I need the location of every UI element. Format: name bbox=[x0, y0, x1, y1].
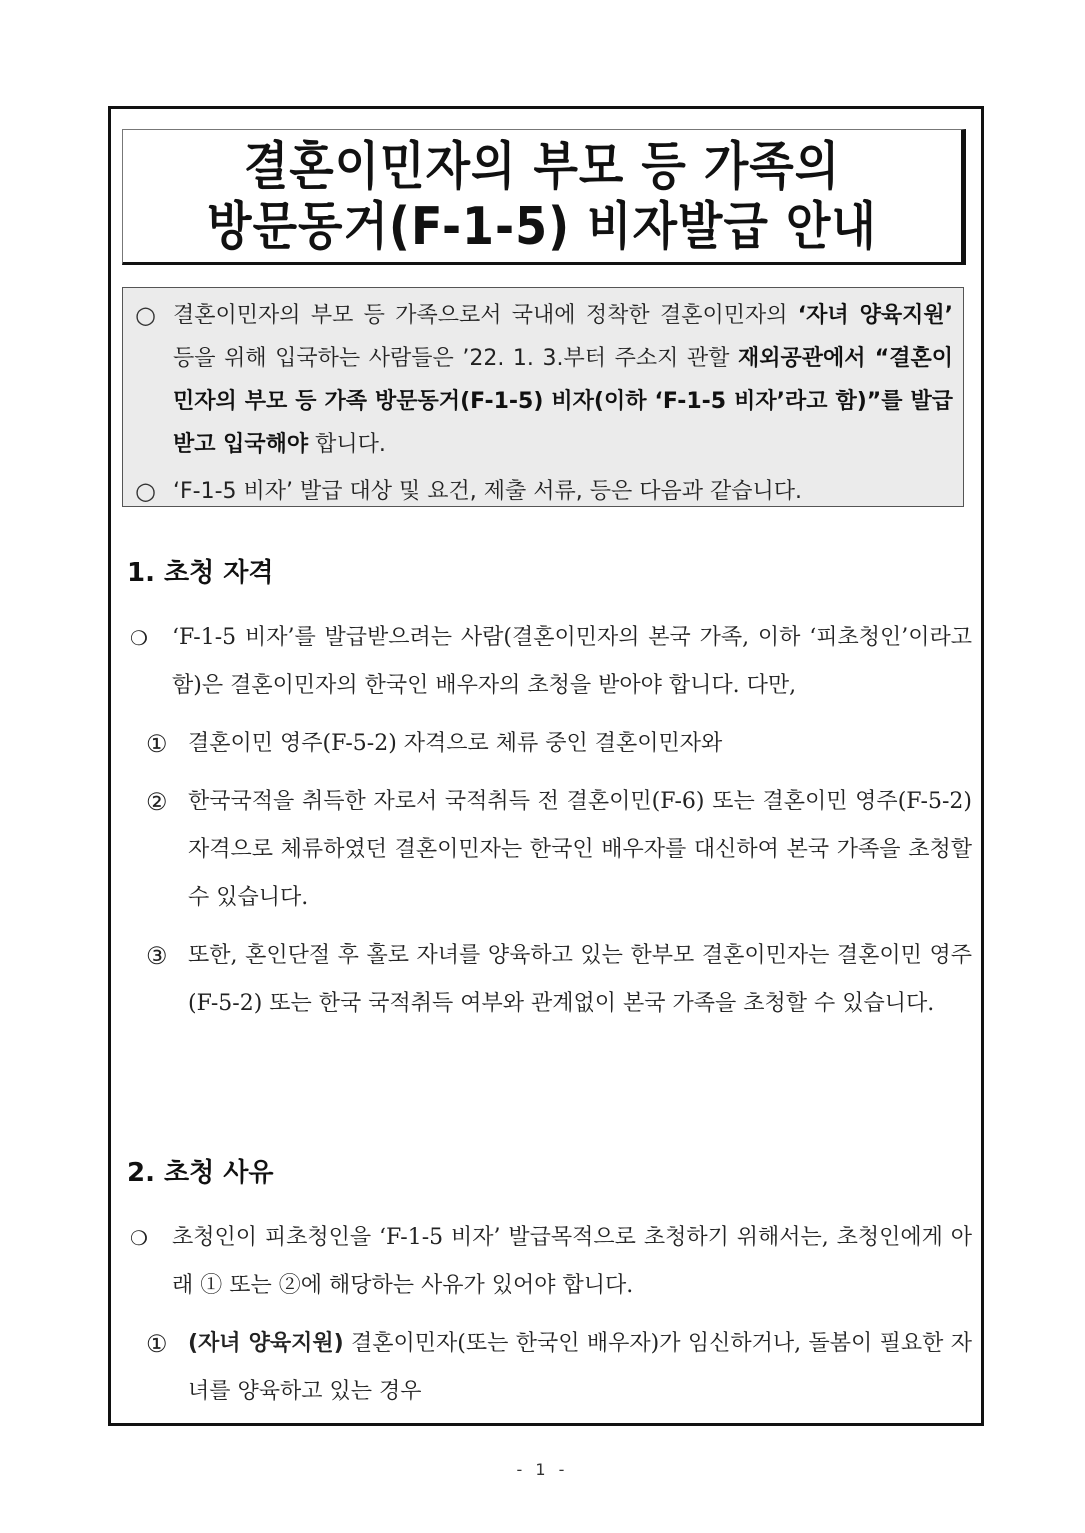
summary-item bbox=[135, 294, 953, 466]
hollow-circle-bullet-icon: ❍ bbox=[130, 626, 148, 650]
sub-item-label: (자녀 양육지원) bbox=[188, 1331, 344, 1356]
paragraph-text: 초청인이 피초청인을 ‘F-1-5 비자’ 발급목적으로 초청하기 위해서는, 초청인에게 아래 ① 또는 ②에 해당하는 사유가 있어야 합니다. bbox=[172, 1225, 972, 1298]
circled-number-1: ① bbox=[146, 1330, 168, 1358]
summary-text-part: 결혼이민자의 부모 등 가족으로서 국내에 정착한 결혼이민자의 bbox=[173, 303, 798, 328]
sub-item-3 bbox=[146, 932, 972, 1028]
sub-item-text bbox=[188, 1320, 972, 1416]
summary-item bbox=[135, 470, 953, 513]
circled-number-3: ③ bbox=[146, 942, 168, 970]
summary-text: ‘F-1-5 비자’ 발급 대상 및 요건, 제출 서류, 등은 다음과 같습니다. bbox=[173, 479, 802, 504]
title-line-2: 방문동거(F-1-5) 비자발급 안내 bbox=[207, 195, 877, 257]
sub-item-text: 또한, 혼인단절 후 홀로 자녀를 양육하고 있는 한부모 결혼이민자는 결혼이민 영주(F-5-2) 또는 한국 국적취득 여부와 관계없이 본국 가족을 초청할 수 있습니다. bbox=[188, 943, 972, 1016]
sub-item-text: 한국국적을 취득한 자로서 국적취득 전 결혼이민(F-6) 또는 결혼이민 영주(F-5-2) 자격으로 체류하였던 결혼이민자는 한국인 배우자를 대신하여 본국 가족을 초청할 수 있습니다. bbox=[188, 789, 972, 910]
section-2-body bbox=[130, 1214, 972, 1416]
section-paragraph bbox=[130, 1214, 972, 1310]
summary-text-part: 등을 위해 입국하는 사람들은 ’22. 1. 3.부터 주소지 관할 bbox=[173, 346, 739, 371]
sub-item-1 bbox=[146, 1320, 972, 1416]
sub-item-body: 결혼이민자(또는 한국인 배우자)가 임신하거나, 돌봄이 필요한 자녀를 양육하고 있는 경우 bbox=[188, 1331, 973, 1404]
summary-box bbox=[122, 287, 964, 507]
summary-text bbox=[173, 294, 953, 466]
page-number: - 1 - bbox=[516, 1460, 569, 1479]
title-box bbox=[122, 129, 966, 265]
title-line-1: 결혼이민자의 부모 등 가족의 bbox=[243, 135, 841, 197]
circle-bullet-icon: ○ bbox=[135, 477, 156, 505]
section-1-body bbox=[130, 614, 972, 1028]
summary-text-bold: 재외공관에서 “결혼이민자의 부모 등 가족 방문동거(F-1-5) 비자(이하 ‘F-1-5 비자’라고 함)”를 발급받고 입국해야 bbox=[173, 346, 953, 457]
sub-item-1 bbox=[146, 720, 972, 768]
circled-number-2: ② bbox=[146, 788, 168, 816]
summary-text-part: 합니다. bbox=[308, 432, 386, 457]
paragraph-text: ‘F-1-5 비자’를 발급받으려는 사람(결혼이민자의 본국 가족, 이하 ‘피초청인’이라고 함)은 결혼이민자의 한국인 배우자의 초청을 받아야 합니다. 다만, bbox=[172, 625, 972, 698]
sub-item-text: 결혼이민 영주(F-5-2) 자격으로 체류 중인 결혼이민자와 bbox=[188, 731, 723, 756]
hollow-circle-bullet-icon: ❍ bbox=[130, 1226, 148, 1250]
section-paragraph bbox=[130, 614, 972, 710]
section-heading-2: 2. 초청 사유 bbox=[127, 1158, 274, 1188]
circle-bullet-icon: ○ bbox=[135, 301, 156, 329]
sub-item-2 bbox=[146, 778, 972, 922]
summary-text-bold: ‘자녀 양육지원’ bbox=[797, 303, 953, 328]
circled-number-1: ① bbox=[146, 730, 168, 758]
section-heading-1: 1. 초청 자격 bbox=[127, 558, 274, 588]
